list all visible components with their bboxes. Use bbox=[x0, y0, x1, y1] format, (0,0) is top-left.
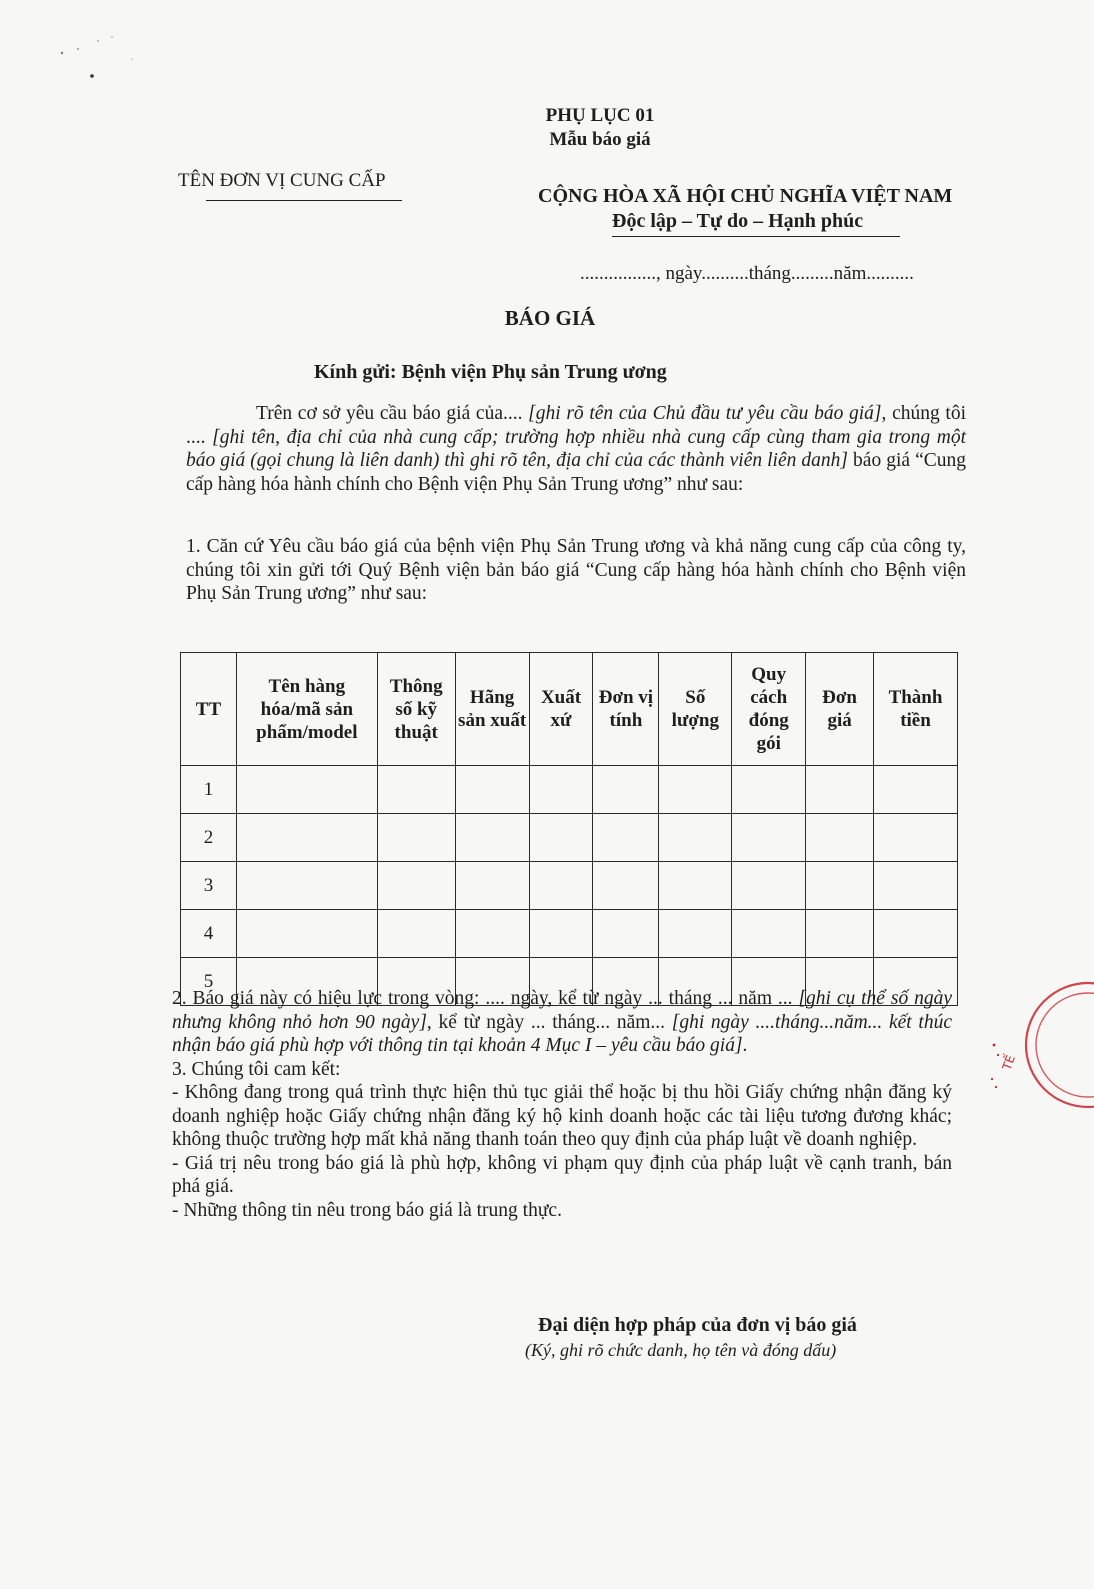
table-cell bbox=[659, 910, 732, 958]
table-cell bbox=[529, 766, 593, 814]
table-cell bbox=[732, 766, 806, 814]
table-cell bbox=[236, 862, 377, 910]
table-cell bbox=[455, 766, 529, 814]
intro-paragraph bbox=[186, 402, 966, 496]
intro-text-1: Trên cơ sở yêu cầu báo giá của.... bbox=[256, 403, 529, 424]
table-row bbox=[181, 862, 958, 910]
table-cell bbox=[455, 814, 529, 862]
header-cell: Đơn vị tính bbox=[593, 653, 659, 766]
row-number: 5 bbox=[181, 958, 237, 1006]
commitment-item: - Những thông tin nêu trong báo giá là trung thực. bbox=[172, 1199, 562, 1221]
item-2-placeholder-1: [ghi cụ thể số ngày nhưng không nhỏ hơn 90 ngày] bbox=[172, 988, 953, 1033]
svg-text:TẾ: TẾ bbox=[999, 1053, 1018, 1073]
national-motto: Độc lập – Tự do – Hạnh phúc bbox=[612, 210, 864, 232]
national-title: CỘNG HÒA XÃ HỘI CHỦ NGHĨA VIỆT NAM bbox=[538, 185, 953, 207]
table-cell bbox=[732, 814, 806, 862]
scan-specks bbox=[50, 25, 150, 85]
table-cell bbox=[593, 862, 659, 910]
item-1-paragraph: 1. Căn cứ Yêu cầu báo giá của bệnh viện Phụ Sản Trung ương và khả năng cung cấp của công ty, chúng tôi xin gửi tới Quý Bệnh viện bản báo giá “Cung cấp hàng hóa hành chính cho Bệnh viện Phụ Sản Trung ương” như sau: bbox=[186, 536, 966, 604]
motto-underline bbox=[612, 236, 900, 237]
supplier-underline bbox=[206, 200, 402, 201]
table-cell bbox=[593, 766, 659, 814]
table-cell bbox=[806, 862, 874, 910]
row-number: 3 bbox=[181, 862, 237, 910]
item-2-placeholder-2: [ghi ngày ....tháng...năm... kết thúc nhận báo giá phù hợp với thông tin tại khoản 4 Mục I – yêu cầu báo giá] bbox=[172, 1011, 952, 1056]
dateline: ................, ngày..........tháng.........năm.......... bbox=[580, 263, 914, 284]
table-cell bbox=[732, 862, 806, 910]
table-cell bbox=[806, 910, 874, 958]
intro-text-2: , chúng tôi .... bbox=[186, 403, 966, 448]
header-cell: Thông số kỹ thuật bbox=[377, 653, 455, 766]
table-cell bbox=[236, 814, 377, 862]
header-cell: Quy cách đóng gói bbox=[732, 653, 806, 766]
table-cell bbox=[529, 814, 593, 862]
table-cell bbox=[874, 862, 958, 910]
table-cell bbox=[806, 814, 874, 862]
table-cell bbox=[455, 910, 529, 958]
table-cell bbox=[874, 910, 958, 958]
table-row bbox=[181, 910, 958, 958]
table-cell bbox=[377, 862, 455, 910]
annex-title: PHỤ LỤC 01 bbox=[545, 105, 655, 126]
header-cell: Xuất xứ bbox=[529, 653, 593, 766]
signature-note: (Ký, ghi rõ chức danh, họ tên và đóng dấu) bbox=[525, 1340, 837, 1360]
row-number: 4 bbox=[181, 910, 237, 958]
table-cell bbox=[659, 862, 732, 910]
table-cell bbox=[377, 814, 455, 862]
row-number: 2 bbox=[181, 814, 237, 862]
intro-placeholder-2: [ghi tên, địa chỉ của nhà cung cấp; trường hợp nhiều nhà cung cấp cùng tham gia trong một báo giá (gọi chung là liên danh) thì ghi rõ tên, địa chỉ của các thành viên liên danh] bbox=[186, 426, 967, 471]
table-header-row bbox=[181, 653, 958, 766]
item-2-text-1: 2. Báo giá này có hiệu lực trong vòng: .... ngày, kể từ ngày ... tháng ... năm ... bbox=[172, 988, 799, 1009]
table-cell bbox=[455, 862, 529, 910]
table-cell bbox=[377, 910, 455, 958]
commitment-item: - Không đang trong quá trình thực hiện thủ tục giải thể hoặc bị thu hồi Giấy chứng nhận đăng ký doanh nghiệp hoặc Giấy chứng nhận đăng ký hộ kinh doanh hoặc các tài liệu tương đương khác; không thuộc trường hợp mất khả năng thanh toán theo quy định của pháp luật về doanh nghiệp. bbox=[172, 1082, 952, 1150]
signature-title: Đại diện hợp pháp của đơn vị báo giá bbox=[538, 1314, 857, 1336]
red-stamp-partial bbox=[968, 975, 1094, 1115]
header-cell: Thành tiền bbox=[874, 653, 958, 766]
header-cell: TT bbox=[181, 653, 237, 766]
intro-placeholder-1: [ghi rõ tên của Chủ đầu tư yêu cầu báo giá] bbox=[528, 403, 882, 424]
table-cell bbox=[732, 910, 806, 958]
table-cell bbox=[529, 910, 593, 958]
table-row bbox=[181, 766, 958, 814]
table-cell bbox=[377, 766, 455, 814]
header-cell: Hãng sản xuất bbox=[455, 653, 529, 766]
item-3-title: 3. Chúng tôi cam kết: bbox=[172, 1058, 341, 1080]
table-cell bbox=[593, 910, 659, 958]
item-2-text-3: . bbox=[742, 1035, 748, 1056]
document-title: BÁO GIÁ bbox=[504, 306, 596, 330]
annex-subtitle: Mẫu báo giá bbox=[549, 129, 651, 150]
table-cell bbox=[236, 910, 377, 958]
table-cell bbox=[593, 814, 659, 862]
greeting: Kính gửi: Bệnh viện Phụ sản Trung ương bbox=[314, 361, 667, 383]
commitment-item: - Giá trị nêu trong báo giá là phù hợp, không vi phạm quy định của pháp luật về cạnh tranh, bán phá giá. bbox=[172, 1152, 952, 1197]
row-number: 1 bbox=[181, 766, 237, 814]
table-cell bbox=[806, 766, 874, 814]
intro-text-3: báo giá “Cung cấp hàng hóa hành chính cho Bệnh viện Phụ Sản Trung ương” như sau: bbox=[186, 450, 966, 495]
table-cell bbox=[659, 766, 732, 814]
table-cell bbox=[874, 766, 958, 814]
header-cell: Tên hàng hóa/mã sản phẩm/model bbox=[236, 653, 377, 766]
header-cell: Đơn giá bbox=[806, 653, 874, 766]
item-2-text-2: , kể từ ngày ... tháng... năm... bbox=[426, 1011, 672, 1033]
table-cell bbox=[874, 814, 958, 862]
item-2-paragraph bbox=[172, 987, 952, 1058]
table-row bbox=[181, 814, 958, 862]
table-cell bbox=[659, 814, 732, 862]
table-cell bbox=[236, 766, 377, 814]
terms-section bbox=[172, 987, 952, 1222]
quote-table bbox=[180, 652, 958, 1006]
supplier-name: TÊN ĐƠN VỊ CUNG CẤP bbox=[178, 170, 386, 191]
table-cell bbox=[529, 862, 593, 910]
header-cell: Số lượng bbox=[659, 653, 732, 766]
